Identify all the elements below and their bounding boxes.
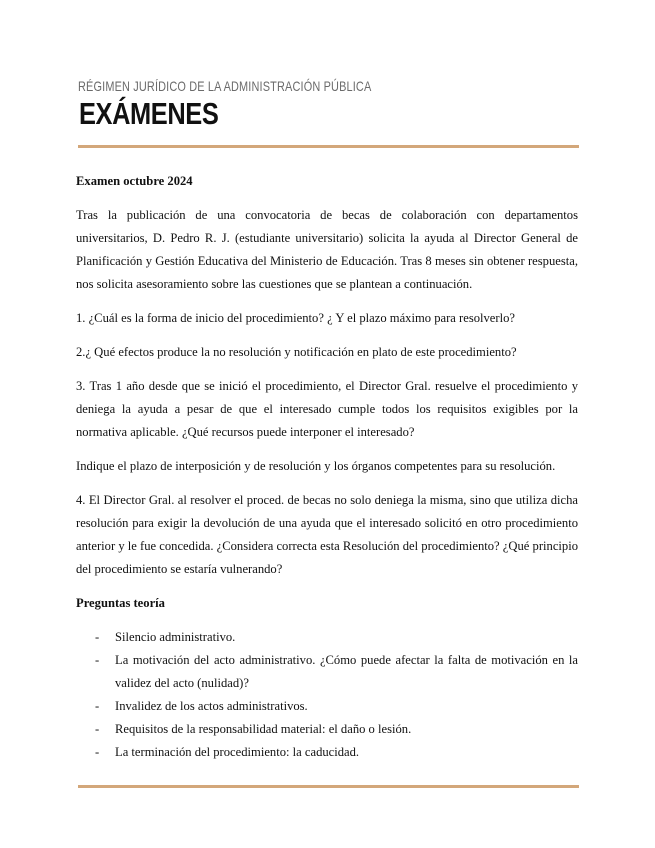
- list-item: [76, 695, 578, 718]
- question-3: 3. Tras 1 año desde que se inició el procedimiento, el Director Gral. resuelve el procedimiento y deniega la ayuda a pesar de que el interesado cumple todos los requisitos exigibles por la normativa aplicable. ¿Qué recursos puede interponer el interesado?: [76, 379, 578, 439]
- list-item: [76, 649, 578, 695]
- question-2: 2.¿ Qué efectos produce la no resolución y notificación en plato de este procedimiento?: [76, 345, 517, 359]
- exam-heading: Examen octubre 2024: [76, 174, 193, 188]
- list-item-text: La motivación del acto administrativo. ¿Cómo puede afectar la falta de motivación en la validez del acto (nulidad)?: [115, 653, 578, 690]
- question-4: 4. El Director Gral. al resolver el proced. de becas no solo deniega la misma, sino que utiliza dicha resolución para exigir la devolución de una ayuda que el interesado solicitó en otro procedimiento anterior y le fue concedida. ¿Considera correcta esta Resolución del procedimiento? ¿Qué principio del procedimiento se estaría vulnerando?: [76, 493, 578, 576]
- document-body: [76, 170, 578, 764]
- bullet-dash: -: [95, 630, 100, 644]
- bottom-divider: [78, 785, 579, 788]
- exam-intro: Tras la publicación de una convocatoria de becas de colaboración con departamentos universitarios, D. Pedro R. J. (estudiante universitario) solicita la ayuda al Director General de Planificación y Gestión Educativa del Ministerio de Educación. Tras 8 meses sin obtener respuesta, nos solicita asesoramiento sobre las cuestiones que se plantean a continuación.: [76, 208, 578, 291]
- bullet-dash: -: [95, 653, 100, 667]
- list-item-text: La terminación del procedimiento: la caducidad.: [115, 745, 360, 759]
- bullet-dash: -: [95, 745, 100, 759]
- theory-heading: Preguntas teoría: [76, 596, 165, 610]
- document-title: EXÁMENES: [79, 96, 219, 131]
- document-subtitle: RÉGIMEN JURÍDICO DE LA ADMINISTRACIÓN PÚBLICA: [78, 78, 372, 94]
- question-1: 1. ¿Cuál es la forma de inicio del procedimiento? ¿ Y el plazo máximo para resolverlo?: [76, 311, 515, 325]
- question-3-followup: Indique el plazo de interposición y de resolución y los órganos competentes para su resolución.: [76, 459, 556, 473]
- list-item-text: Requisitos de la responsabilidad material: el daño o lesión.: [115, 722, 412, 736]
- top-divider: [78, 145, 579, 148]
- list-item-text: Silencio administrativo.: [115, 630, 236, 644]
- list-item: [76, 626, 578, 649]
- list-item: [76, 718, 578, 741]
- theory-list: [76, 626, 578, 764]
- list-item: [76, 741, 578, 764]
- list-item-text: Invalidez de los actos administrativos.: [115, 699, 308, 713]
- bullet-dash: -: [95, 699, 100, 713]
- bullet-dash: -: [95, 722, 100, 736]
